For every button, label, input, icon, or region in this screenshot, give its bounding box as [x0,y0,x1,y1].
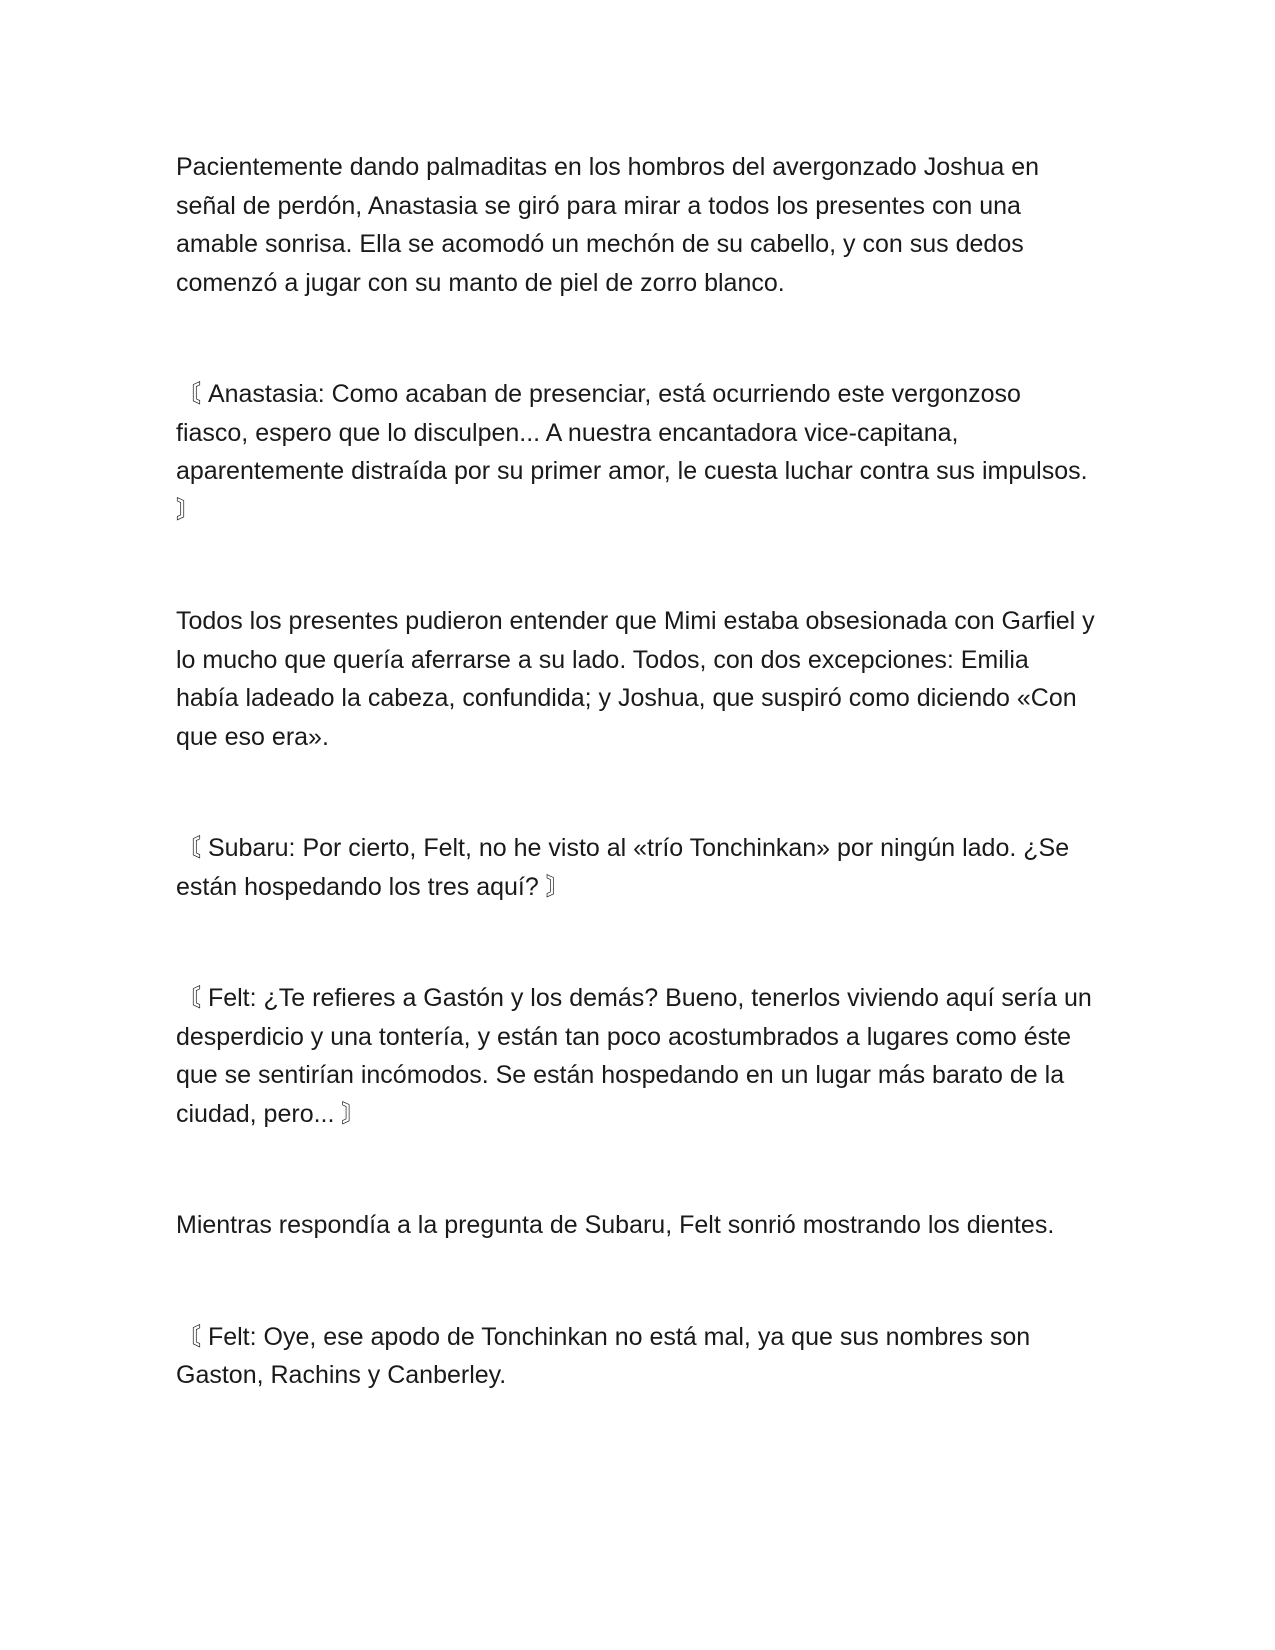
paragraph-narration-1: Pacientemente dando palmaditas en los hombros del avergonzado Joshua en señal de perdón, Anastasia se giró para mirar a todos los presentes con una amable sonrisa. Ella se acomodó un mechón de su cabello, y con sus dedos comenzó a jugar con su manto de piel de zorro blanco. [176,153,1040,297]
paragraph-dialogue-subaru: 〘 Subaru: Por cierto, Felt, no he visto al «trío Tonchinkan» por ningún lado. ¿Se están hospedando los tres aquí? 〙 [176,834,1070,901]
paragraph-dialogue-felt-2: 〘 Felt: Oye, ese apodo de Tonchinkan no está mal, ya que sus nombres son Gaston, Rachins y Canberley. [176,1322,1031,1389]
body-text [176,148,1096,1395]
paragraph-narration-3: Mientras respondía a la pregunta de Subaru, Felt sonrió mostrando los dientes. [176,1211,1055,1239]
paragraph-dialogue-felt-1: 〘 Felt: ¿Te refieres a Gastón y los demás? Bueno, tenerlos viviendo aquí sería un desperdicio y una tontería, y están tan poco acostumbrados a lugares como éste que se sentirían incómodos. Se están hospedando en un lugar más barato de la ciudad, pero... 〙 [176,984,1092,1128]
paragraph-narration-2: Todos los presentes pudieron entender que Mimi estaba obsesionada con Garfiel y lo mucho que quería aferrarse a su lado. Todos, con dos excepciones: Emilia había ladeado la cabeza, confundida; y Joshua, que suspiró como diciendo «Con que eso era». [176,607,1095,751]
paragraph-dialogue-anastasia: 〘 Anastasia: Como acaban de presenciar, está ocurriendo este vergonzoso fiasco, espero que lo disculpen... A nuestra encantadora vice-capitana, aparentemente distraída por su primer amor, le cuesta luchar contra sus impulsos. 〙 [176,380,1088,524]
